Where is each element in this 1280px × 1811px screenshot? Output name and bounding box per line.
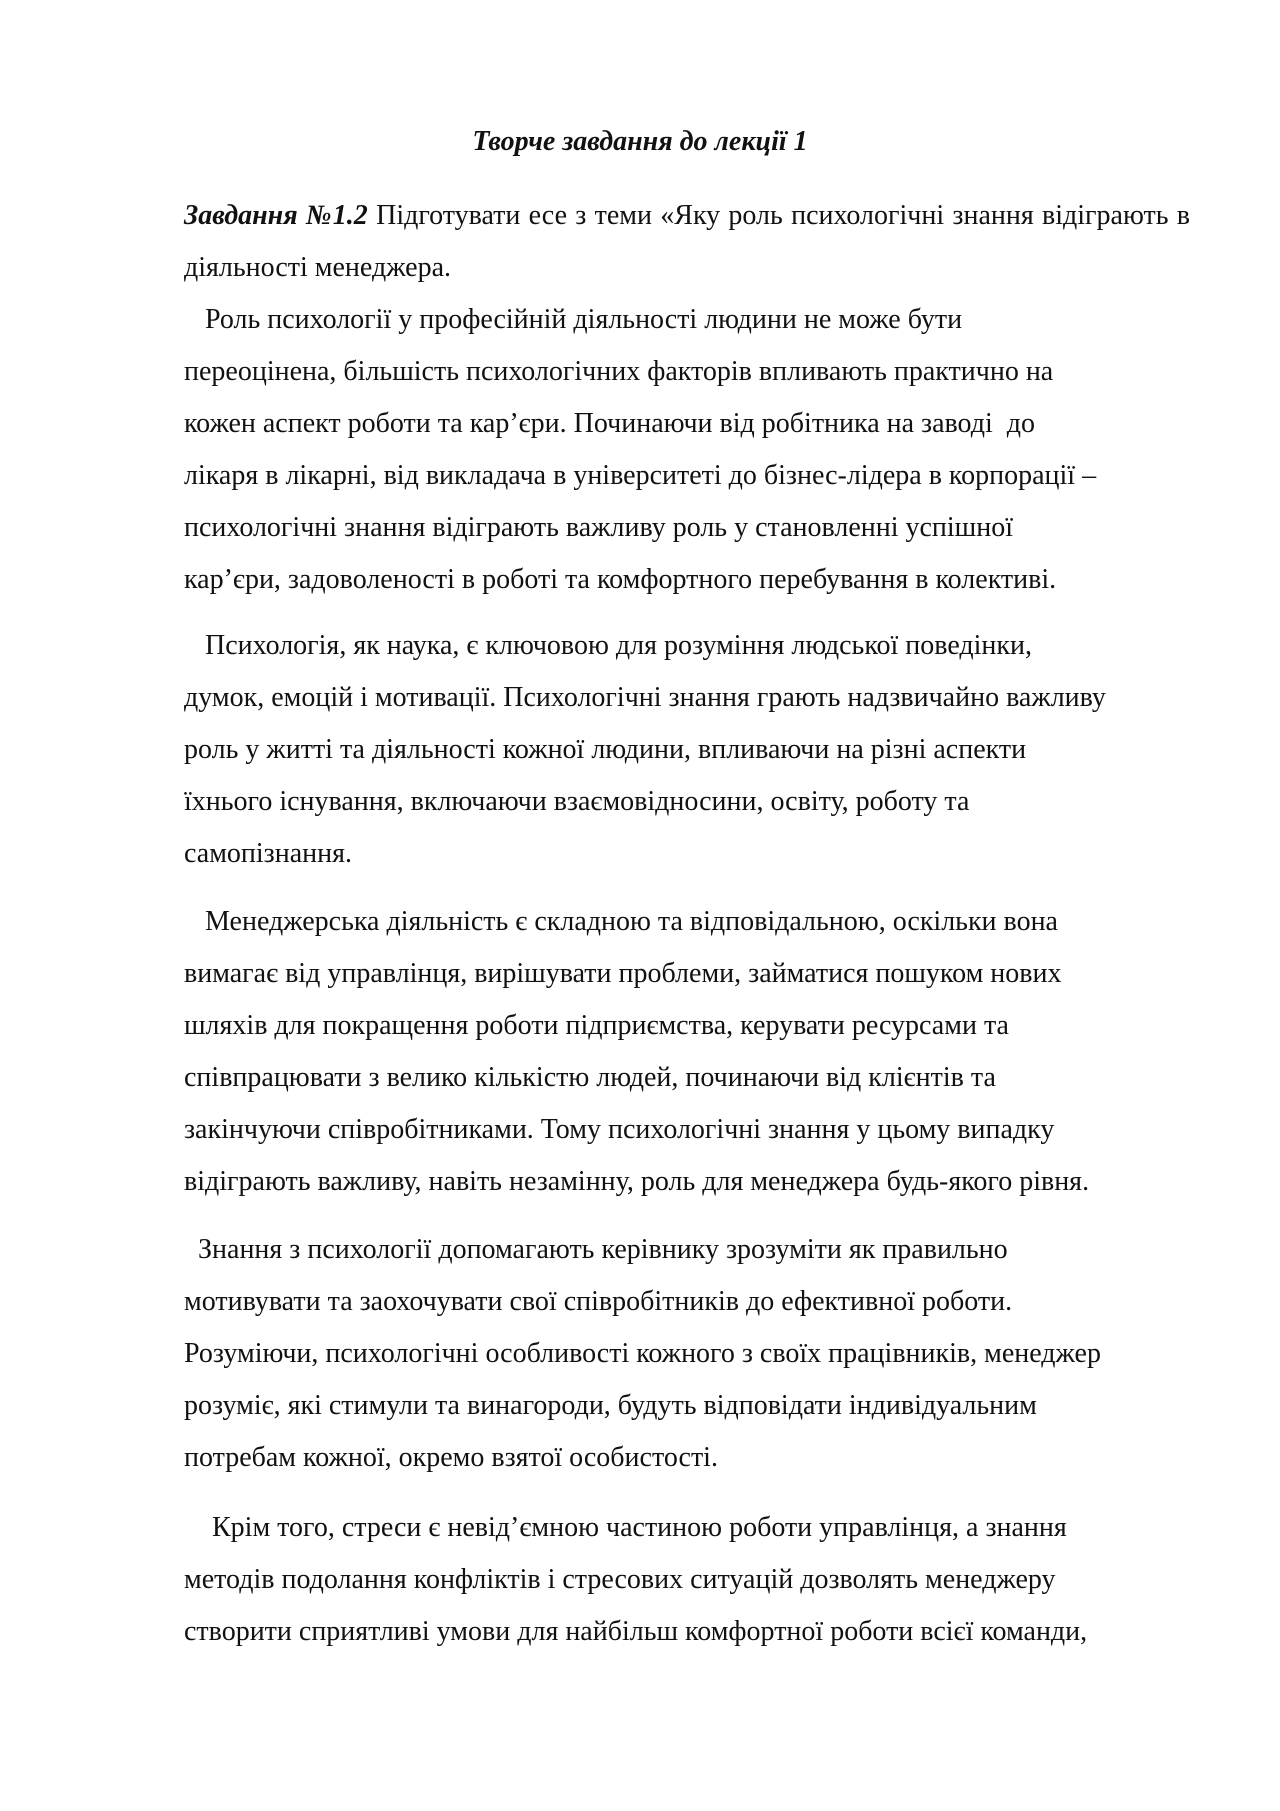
paragraph-line: Розуміючи, психологічні особливості кожного з своїх працівників, менеджер: [184, 1338, 1101, 1369]
paragraph-line: закінчуючи співробітниками. Тому психологічні знання у цьому випадку: [184, 1114, 1055, 1145]
paragraph-line: Знання з психології допомагають керівнику зрозуміти як правильно: [184, 1234, 1008, 1265]
paragraph-line: думок, емоцій і мотивації. Психологічні знання грають надзвичайно важливу: [184, 682, 1106, 713]
paragraph-line: створити сприятливі умови для найбільш комфортної роботи всієї команди,: [184, 1616, 1088, 1647]
paragraph-2: [184, 620, 1214, 880]
paragraph-line: Психологія, як наука, є ключовою для розуміння людської поведінки,: [184, 630, 1032, 661]
paragraph-line: мотивувати та заохочувати свої співробітників до ефективної роботи.: [184, 1286, 1013, 1317]
paragraph-line: самопізнання.: [184, 838, 352, 869]
paragraph-line: кожен аспект роботи та кар’єри. Починаючи від робітника на заводі до: [184, 408, 1036, 439]
task-statement: [184, 190, 1190, 294]
paragraph-line: психологічні знання відіграють важливу роль у становленні успішної: [184, 512, 1014, 543]
task-label: Завдання №1.2: [184, 200, 368, 231]
paragraph-line: розуміє, які стимули та винагороди, будуть відповідати індивідуальним: [184, 1390, 1037, 1421]
paragraph-5: [184, 1502, 1214, 1658]
paragraph-4: [184, 1224, 1214, 1484]
paragraph-line: їхнього існування, включаючи взаємовідносини, освіту, роботу та: [184, 786, 970, 817]
paragraph-line: співпрацювати з велико кількістю людей, починаючи від клієнтів та: [184, 1062, 996, 1093]
paragraph-line: Крім того, стреси є невід’ємною частиною роботи управлінця, а знання: [184, 1512, 1067, 1543]
task-text: Підготувати есе з теми «Яку роль психологічні знання відіграють в діяльності менеджера.: [184, 200, 1191, 283]
paragraph-1: [184, 294, 1214, 606]
paragraph-3: [184, 896, 1214, 1208]
paragraph-line: лікаря в лікарні, від викладача в університеті до бізнес-лідера в корпорації –: [184, 460, 1097, 491]
paragraph-line: відіграють важливу, навіть незамінну, роль для менеджера будь-якого рівня.: [184, 1166, 1090, 1197]
paragraph-line: роль у житті та діяльності кожної людини, впливаючи на різні аспекти: [184, 734, 1027, 765]
paragraph-line: шляхів для покращення роботи підприємства, керувати ресурсами та: [184, 1010, 1009, 1041]
paragraph-line: потребам кожної, окремо взятої особистості.: [184, 1442, 718, 1473]
paragraph-line: переоцінена, більшість психологічних факторів впливають практично на: [184, 356, 1054, 387]
paragraph-line: Менеджерська діяльність є складною та відповідальною, оскільки вона: [184, 906, 1058, 937]
paragraph-line: Роль психології у професійній діяльності людини не може бути: [184, 304, 963, 335]
paragraph-line: вимагає від управлінця, вирішувати проблеми, займатися пошуком нових: [184, 958, 1062, 989]
document-title: Творче завдання до лекції 1: [472, 126, 808, 157]
paragraph-line: кар’єри, задоволеності в роботі та комфортного перебування в колективі.: [184, 564, 1057, 595]
paragraph-line: методів подолання конфліктів і стресових ситуацій дозволять менеджеру: [184, 1564, 1056, 1595]
